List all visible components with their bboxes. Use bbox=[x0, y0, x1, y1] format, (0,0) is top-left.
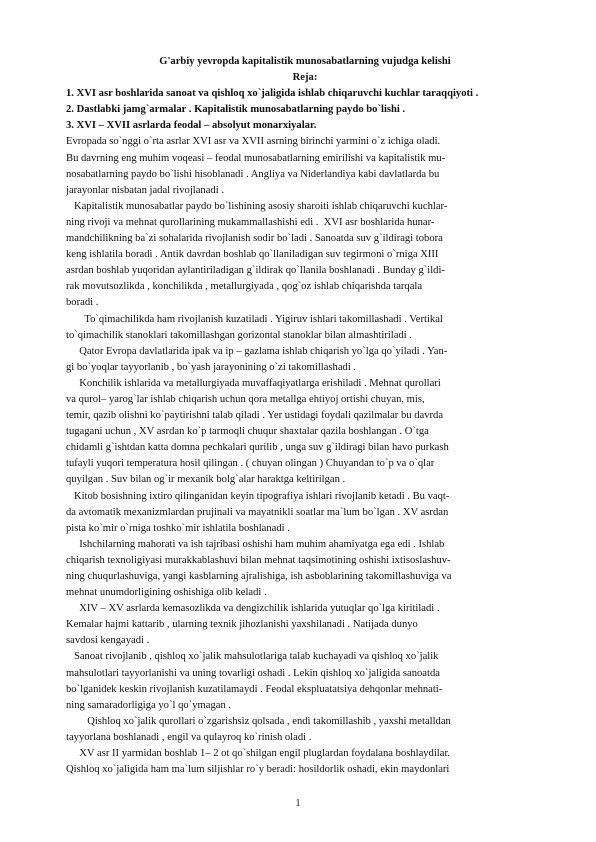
body-text-line: XV asr II yarmidan boshlab 1– 2 ot qo`shilgan engil pluglardan foydalana boshlaydilar. bbox=[66, 748, 451, 760]
plan-heading: Reja: bbox=[292, 72, 318, 84]
body-text-line: ning rivoji va mehnat qurollarining mukammallashishi edi . XVI asr boshlarida hunar- bbox=[66, 216, 435, 228]
body-text-line: boradi . bbox=[66, 297, 99, 309]
body-text-line: temir, qazib olishni ko`paytirishni talab qiladi . Yer ustidagi foydali qazilmalar bu davrda bbox=[66, 410, 444, 422]
body-text-line: to`qimachilik stanoklari takomillashgan gorizontal stanoklar bilan almashtiriladi . bbox=[66, 329, 412, 341]
body-text-line: Kemalar hajmi kattarib , ularning texnik jihozlanishi yaxshilanadi . Natijada dunyo bbox=[66, 619, 418, 631]
body-text-line: gi bo`yoqlar tayyorlanib , bo`yash jarayonining o`zi takomillashadi . bbox=[66, 361, 357, 373]
body-text-line: mahsulotlari tayyorlanishi va uning tovarligi oshadi . Lekin qishloq xo`jaligida sanoatda bbox=[66, 667, 440, 679]
body-text-line: Ishchilarning mahorati va ish tajribasi oshishi ham muhim ahamiyatga ega edi . Ishlab bbox=[66, 538, 445, 550]
body-text-line: mandchilikning ba`zi sohalarida rivojlanish sodir bo`ladi . Sanoatda suv g`ildiragi tobora bbox=[66, 233, 443, 245]
body-text-line: pista ko`mir o`rniga toshko`mir ishlatila boshlanadi . bbox=[66, 522, 290, 534]
document-title: G'arbiy yevropda kapitalistik munosabatlarning vujudga kelishi bbox=[159, 56, 451, 67]
body-text-line: chidamli g`ishtdan katta domna pechkalari qurilib , unga suv g`ildiragi bilan havo purkash bbox=[66, 442, 449, 454]
body-text-line: mehnat unumdorligining oshishiga olib keladi . bbox=[66, 587, 267, 599]
body-text-line: va qurol– yarog`lar ishlab chiqarish uchun qora metallga ehtiyoj ortishi chuyan, mis, bbox=[66, 393, 425, 405]
body-text-line: Bu davrning eng muhim voqeasi – feodal munosabatlarning emirilishi va kapitalistik mu- bbox=[66, 152, 446, 164]
body-text-line: Qishloq xo`jalik qurollari o`zgarishsiz qolsada , endi takomillashib , yaxshi metalldan bbox=[66, 715, 451, 727]
body-text-line: savdosi kengayadi . bbox=[66, 635, 150, 647]
body-text-line: asrdan boshlab yuqoridan aylantiriladigan g`ildirak qo`llanila boshlanadi . Bunday g`ildi- bbox=[66, 265, 445, 277]
body-text-line: Qishloq xo`jaligida ham ma`lum siljishlar ro`y beradi: hosildorlik oshadi, ekin maydonlari bbox=[66, 764, 450, 776]
document-body bbox=[66, 134, 544, 778]
body-text-line: Kitob bosishning ixtiro qilinganidan keyin tipografiya ishlari rivojlanib ketadi . Bu vaqt- bbox=[66, 490, 450, 502]
body-text-line: Sanoat rivojlanib , qishloq xo`jalik mahsulotlariga talab kuchayadi va qishloq xo`jalik bbox=[66, 651, 439, 663]
body-text-line: bo`lganidek keskin rivojlanish kuzatilamaydi . Feodal ekspluatatsiya dehqonlar mehnati- bbox=[66, 683, 443, 695]
body-text-line: tufayli yuqori temperatura hosil qilingan . ( chuyan olingan ) Chuyandan to`p va o`qlar bbox=[66, 458, 435, 470]
body-text-line: Konchilik ishlarida va metallurgiyada muvaffaqiyatlarga erishiladi . Mehnat qurollari bbox=[66, 377, 441, 389]
body-text-line: Kapitalistik munosabatlar paydo bo`lishining asosiy sharoiti ishlab chiqaruvchi kuchlar- bbox=[66, 200, 448, 212]
body-text-line: chiqarish texnoligiyasi murakkablashuvi bilan mehnat taqsimotining oshishi ixtisoslashuv- bbox=[66, 554, 451, 566]
body-text-line: XIV – XV asrlarda kemasozlikda va dengizchilik ishlarida yutuqlar qo`lga kiritiladi . bbox=[66, 603, 440, 615]
body-text-line: To`qimachilikda ham rivojlanish kuzatiladi . Yigiruv ishlari takomillashadi . Vertikal bbox=[66, 313, 443, 325]
body-text-line: Evropada so`nggi o`rta asrlar XVI asr va XVII asrning birinchi yarmini o`z ichiga oladi. bbox=[66, 136, 441, 148]
plan-list bbox=[66, 86, 544, 134]
page-number: 1 bbox=[295, 798, 301, 809]
body-text-line: keng ishlatila boradi . Antik davrdan boshlab qo`llaniladigan suv tegirmoni o`rniga XIII bbox=[66, 249, 439, 261]
body-text-line: tugagani uchun , XV asrdan ko`p tarmoqli chuqur shaxtalar qazila boshlangan . O`tga bbox=[66, 426, 429, 438]
body-text-line: tayyorlana boshlanadi , engil va qulayroq ko`rinish oladi . bbox=[66, 731, 312, 743]
body-text-line: ning chuqurlashuviga, yangi kasblarning ajralishiga, ish asboblarining takomillashuviga va bbox=[66, 571, 452, 582]
body-text-line: Qator Evropa davlatlarida ipak va ip – gazlama ishlab chiqarish yo`lga qo`yiladi . Yan- bbox=[66, 345, 448, 357]
body-text-line: quyilgan . Suv bilan og`ir mexanik bolg`alar haraktga keltirilgan . bbox=[66, 474, 346, 486]
body-text-line: ning samaradorligiga yo`l qo`ymagan . bbox=[66, 699, 232, 711]
plan-item: 2. Dastlabki jamg`armalar . Kapitalistik munosabatlarning paydo bo`lishi . bbox=[66, 104, 406, 116]
plan-item: 3. XVI – XVII asrlarda feodal – absolyut monarxiyalar. bbox=[66, 120, 317, 132]
body-text-line: nosabatlarning paydo bo`lishi hisoblanadi . Angliya va Niderlandiya kabi davlatlarda bu bbox=[66, 168, 440, 180]
document-text bbox=[66, 54, 544, 778]
body-text-line: rak movutsozlikda , konchilikda , metallurgiyada , qog`oz ishlab chiqarishda tarqala bbox=[66, 281, 423, 293]
plan-item: 1. XVI asr boshlarida sanoat va qishloq xo`jaligida ishlab chiqaruvchi kuchlar taraqqiyoti . bbox=[66, 88, 479, 100]
body-text-line: da avtomatik mexanizmlardan prujinali va mayatnikli soatlar ma`lum bo`lgan . XV asrdan bbox=[66, 506, 449, 518]
body-text-line: jarayonlar nisbatan jadal rivojlanadi . bbox=[66, 184, 224, 196]
